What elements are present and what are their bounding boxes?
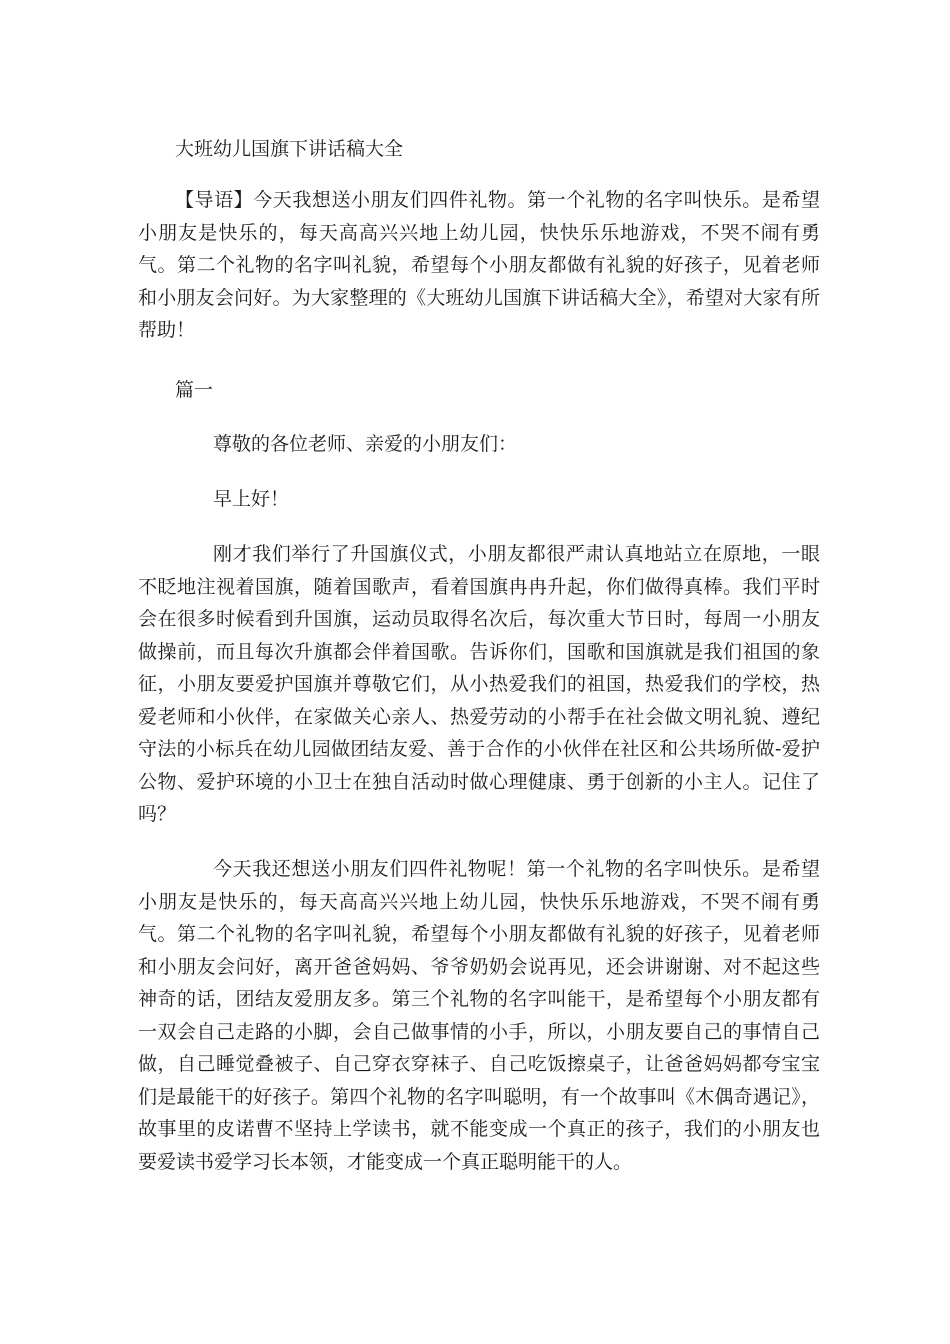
section-heading: 篇一 [175,379,214,401]
salutation-line: 尊敬的各位老师、亲爱的小朋友们： [213,433,518,455]
intro-paragraph: 【导语】今天我想送小朋友们四件礼物。第一个礼物的名字叫快乐。是希望小朋友是快乐的，每天高高兴兴地上幼儿园，快快乐乐地游戏，不哭不闹有勇气。第二个礼物的名字叫礼貌，希望每个小朋友都做有礼貌的好孩子，见着老师和小朋友会问好。为大家整理的《大班幼儿国旗下讲话稿大全》，希望对大家有所帮助！ [138,189,820,341]
greeting-line: 早上好！ [213,488,290,510]
body-paragraph-1: 刚才我们举行了升国旗仪式，小朋友都很严肃认真地站立在原地，一眼不眨地注视着国旗，随着国歌声，看着国旗冉冉升起，你们做得真棒。我们平时会在很多时候看到升国旗，运动员取得名次后，每次重大节日时，每周一小朋友做操前，而且每次升旗都会伴着国歌。告诉你们，国歌和国旗就是我们祖国的象征，小朋友要爱护国旗并尊敬它们，从小热爱我们的祖国，热爱我们的学校，热爱老师和小伙伴，在家做关心亲人、热爱劳动的小帮手在社会做文明礼貌、遵纪守法的小标兵在幼儿园做团结友爱、善于合作的小伙伴在社区和公共场所做-爱护公物、爱护环境的小卫士在独自活动时做心理健康、勇于创新的小主人。记住了吗？ [138,543,820,825]
body-paragraph-2: 今天我还想送小朋友们四件礼物呢！第一个礼物的名字叫快乐。是希望小朋友是快乐的，每天高高兴兴地上幼儿园，快快乐乐地游戏，不哭不闹有勇气。第二个礼物的名字叫礼貌，希望每个小朋友都做有礼貌的好孩子，见着老师和小朋友会问好，离开爸爸妈妈、爷爷奶奶会说再见，还会讲谢谢、对不起这些神奇的话，团结友爱朋友多。第三个礼物的名字叫能干，是希望每个小朋友都有一双会自己走路的小脚，会自己做事情的小手，所以，小朋友要自己的事情自己做，自己睡觉叠被子、自己穿衣穿袜子、自己吃饭擦桌子，让爸爸妈妈都夸宝宝们是最能干的好孩子。第四个礼物的名字叫聪明，有一个故事叫《木偶奇遇记》，故事里的皮诺曹不坚持上学读书，就不能变成一个真正的孩子，我们的小朋友也要爱读书爱学习长本领，才能变成一个真正聪明能干的人。 [138,858,820,1173]
document-title: 大班幼儿国旗下讲话稿大全 [175,138,404,160]
